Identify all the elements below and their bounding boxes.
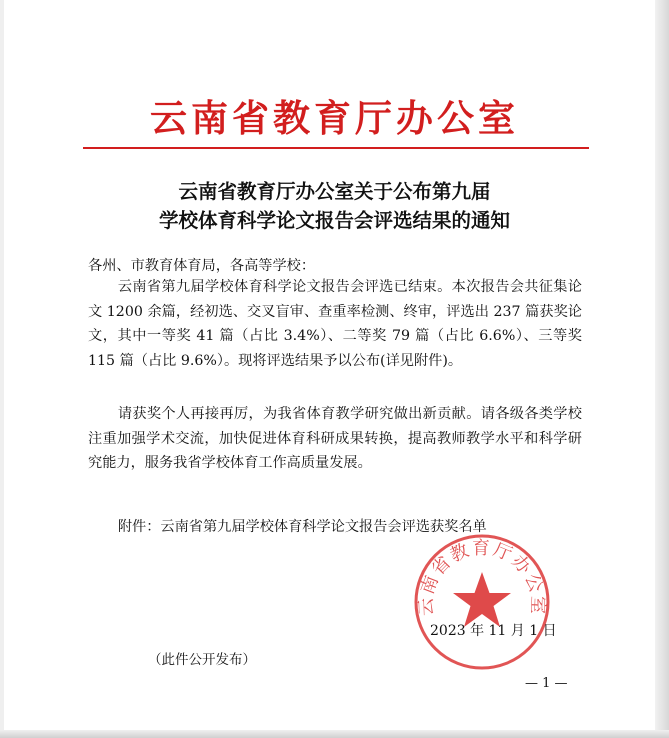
- document-header: 云南省教育厅办公室: [150, 96, 519, 140]
- official-seal: [412, 532, 552, 672]
- seal-star-icon: [453, 572, 511, 627]
- page-edge-bottom: [0, 730, 669, 738]
- document-title-line-1: 云南省教育厅办公室关于公布第九届: [178, 180, 491, 203]
- paragraph-results: 云南省第九届学校体育科学论文报告会评选已结束。本次报告会共征集论文 1200 余篇，经初选、交叉盲审、查重率检测、终审，评选出 237 篇获奖论文，其中一等奖 41 篇（占比 3.4%）、二等奖 79 篇（占比 6.6%）、三等奖 115 篇（占比 9.6%）。现将评选结果予以公布(详见附件)。: [88, 279, 582, 369]
- release-note: （此件公开发布）: [148, 652, 256, 668]
- header-red-rule: [83, 147, 589, 149]
- document-title-line-2: 学校体育科学论文报告会评选结果的通知: [158, 209, 510, 232]
- salutation: 各州、市教育体育局，各高等学校：: [88, 258, 316, 274]
- paragraph-attachment: 附件：云南省第九届学校体育科学论文报告会评选获奖名单: [117, 519, 487, 535]
- page-number: — 1 —: [525, 676, 568, 691]
- seal-text: 云南省教育厅办公室: [415, 538, 549, 617]
- paragraph-encouragement: 请获奖个人再接再厉，为我省体育教学研究做出新贡献。请各级各类学校注重加强学术交流，加快促进体育科研成果转换，提高教师教学水平和科学研究能力，服务我省学校体育工作高质量发展。: [88, 406, 582, 472]
- document-date: 2023 年 11 月 1 日: [430, 623, 557, 639]
